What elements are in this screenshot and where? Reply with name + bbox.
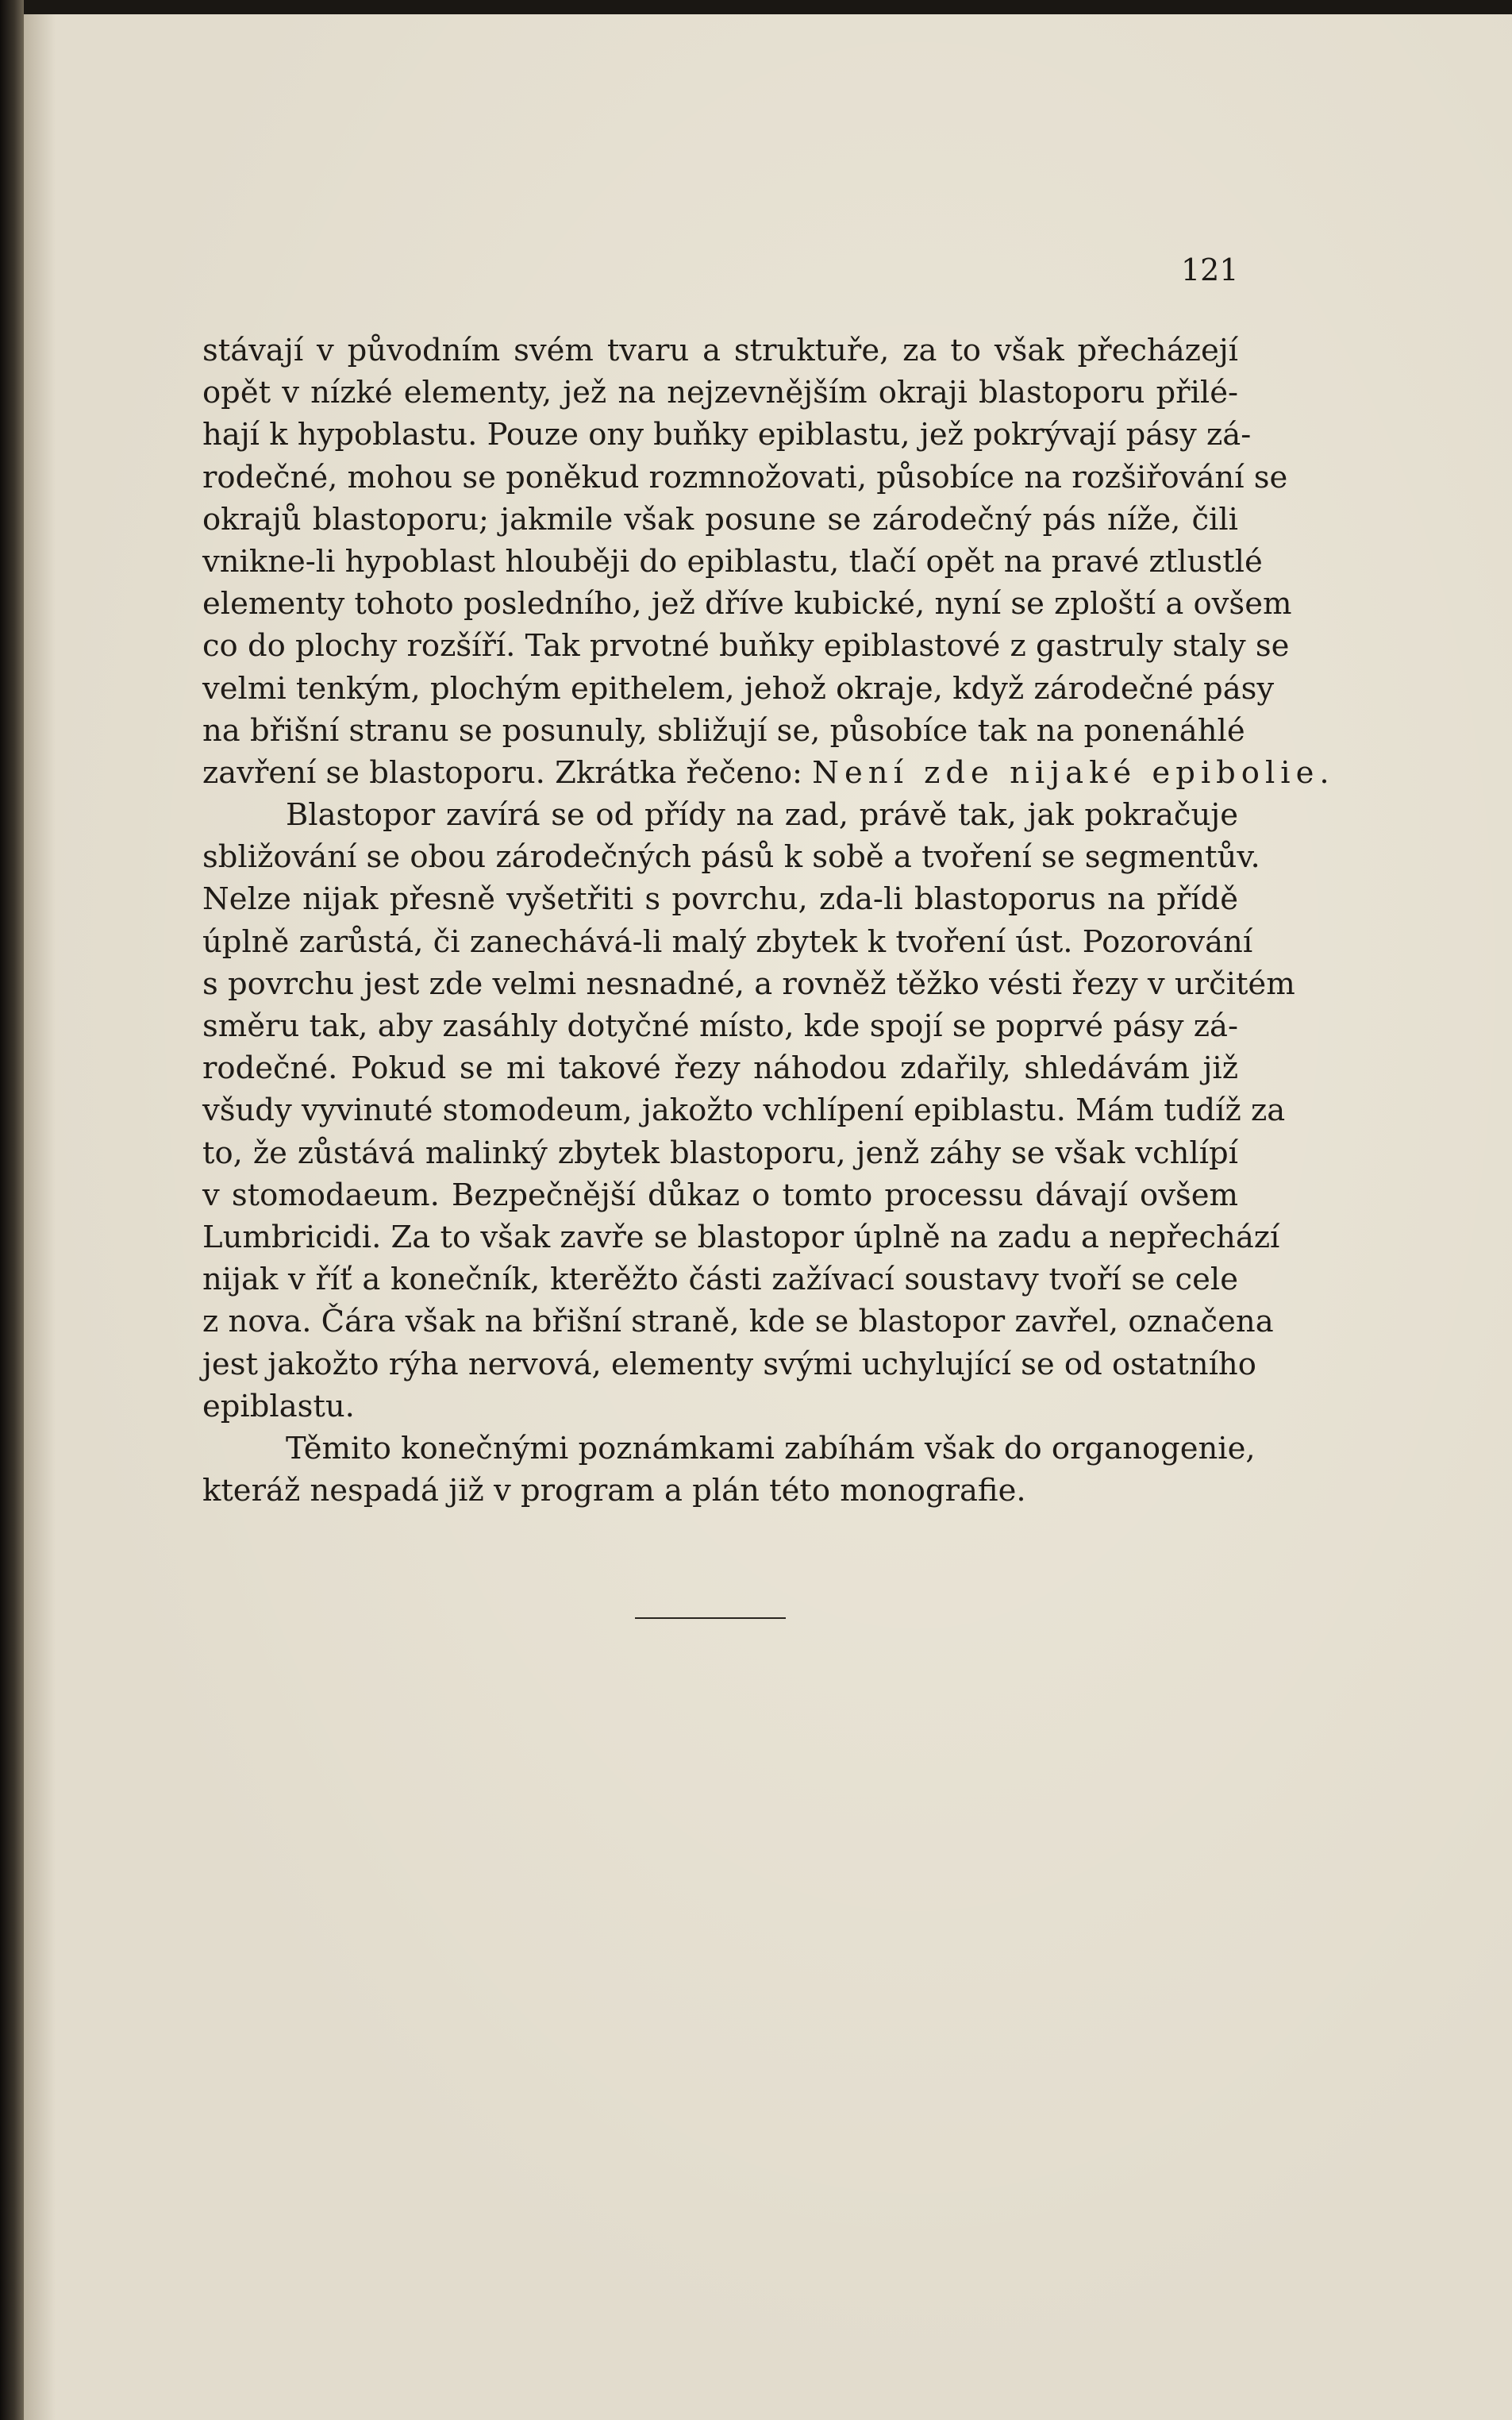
- text-line: hají k hypoblastu. Pouze ony buňky epiblastu, jež pokrývají pásy zá-: [202, 417, 1252, 453]
- text-line: úplně zarůstá, či zanechává-li malý zbytek k tvoření úst. Pozorování: [202, 923, 1253, 960]
- text-line: okrajů blastoporu; jakmile však posune se zárodečný pás níže, čili: [202, 501, 1238, 538]
- text-line: rodečné. Pokud se mi takové řezy náhodou zdařily, shledávám již: [202, 1050, 1238, 1087]
- text-line: vnikne-li hypoblast hlouběji do epiblastu, tlačí opět na pravé ztlustlé: [202, 543, 1263, 580]
- text-line: sbližování se obou zárodečných pásů k sobě a tvoření se segmentův.: [202, 839, 1260, 876]
- text-line: to, že zůstává malinký zbytek blastoporu, jenž záhy se však vchlípí: [202, 1135, 1238, 1171]
- text-line: z nova. Čára však na břišní straně, kde se blastopor zavřel, označena: [202, 1304, 1274, 1340]
- text-line: nijak v říť a konečník, kterěžto části zažívací soustavy tvoří se cele: [202, 1262, 1238, 1298]
- text-line: co do plochy rozšíří. Tak prvotné buňky epiblastové z gastruly staly se: [202, 628, 1290, 665]
- text-line: rodečné, mohou se poněkud rozmnožovati, působíce na rozšiřování se: [202, 459, 1288, 495]
- book-spine-shadow: [0, 0, 24, 2420]
- text-line: velmi tenkým, plochým epithelem, jehož okraje, když zárodečné pásy: [202, 670, 1275, 707]
- text-line: Lumbricidi. Za to však zavře se blastopor úplně na zadu a nepřechází: [202, 1219, 1280, 1255]
- paragraph-start-line: Blastopor zavírá se od přídy na zad, právě tak, jak pokračuje: [286, 797, 1238, 834]
- text-line: kteráž nespadá již v program a plán této monografie.: [202, 1473, 1026, 1509]
- text-line: stávají v původním svém tvaru a struktuře, za to však přecházejí: [202, 333, 1238, 368]
- text-line: jest jakožto rýha nervová, elementy svými uchylující se od ostatního: [202, 1346, 1256, 1382]
- text-line: opět v nízké elementy, jež na nejzevnějším okraji blastoporu přilé-: [202, 375, 1238, 411]
- text-line: s povrchu jest zde velmi nesnadné, a rovněž těžko vésti řezy v určitém: [202, 965, 1295, 1002]
- paragraph-start-line: Těmito konečnými poznámkami zabíhám však do organogenie,: [286, 1430, 1256, 1466]
- section-divider: [635, 1617, 786, 1619]
- text-line: elementy tohoto posledního, jež dříve kubické, nyní se zploští a ovšem: [202, 586, 1292, 622]
- text-line: všudy vyvinuté stomodeum, jakožto vchlípení epiblastu. Mám tudíž za: [202, 1092, 1286, 1129]
- text-line: v stomodaeum. Bezpečnější důkaz o tomto processu dávají ovšem: [202, 1177, 1238, 1213]
- text-line-with-emphasis: [202, 752, 1335, 794]
- spaced-emphasis-phrase: Není zde nijaké epibolie.: [812, 754, 1335, 791]
- text-line: zavření se blastoporu. Zkrátka řečeno:: [202, 754, 803, 791]
- text-line: epiblastu.: [202, 1388, 355, 1424]
- text-line: na břišní stranu se posunuly, sbližují se, působíce tak na ponenáhlé: [202, 712, 1245, 749]
- text-line: Nelze nijak přesně vyšetřiti s povrchu, zda-li blastoporus na přídě: [202, 881, 1238, 918]
- body-text: [202, 329, 1335, 1512]
- text-line: směru tak, aby zasáhly dotyčné místo, kde spojí se poprvé pásy zá-: [202, 1008, 1238, 1044]
- page-number: 121: [1181, 252, 1239, 287]
